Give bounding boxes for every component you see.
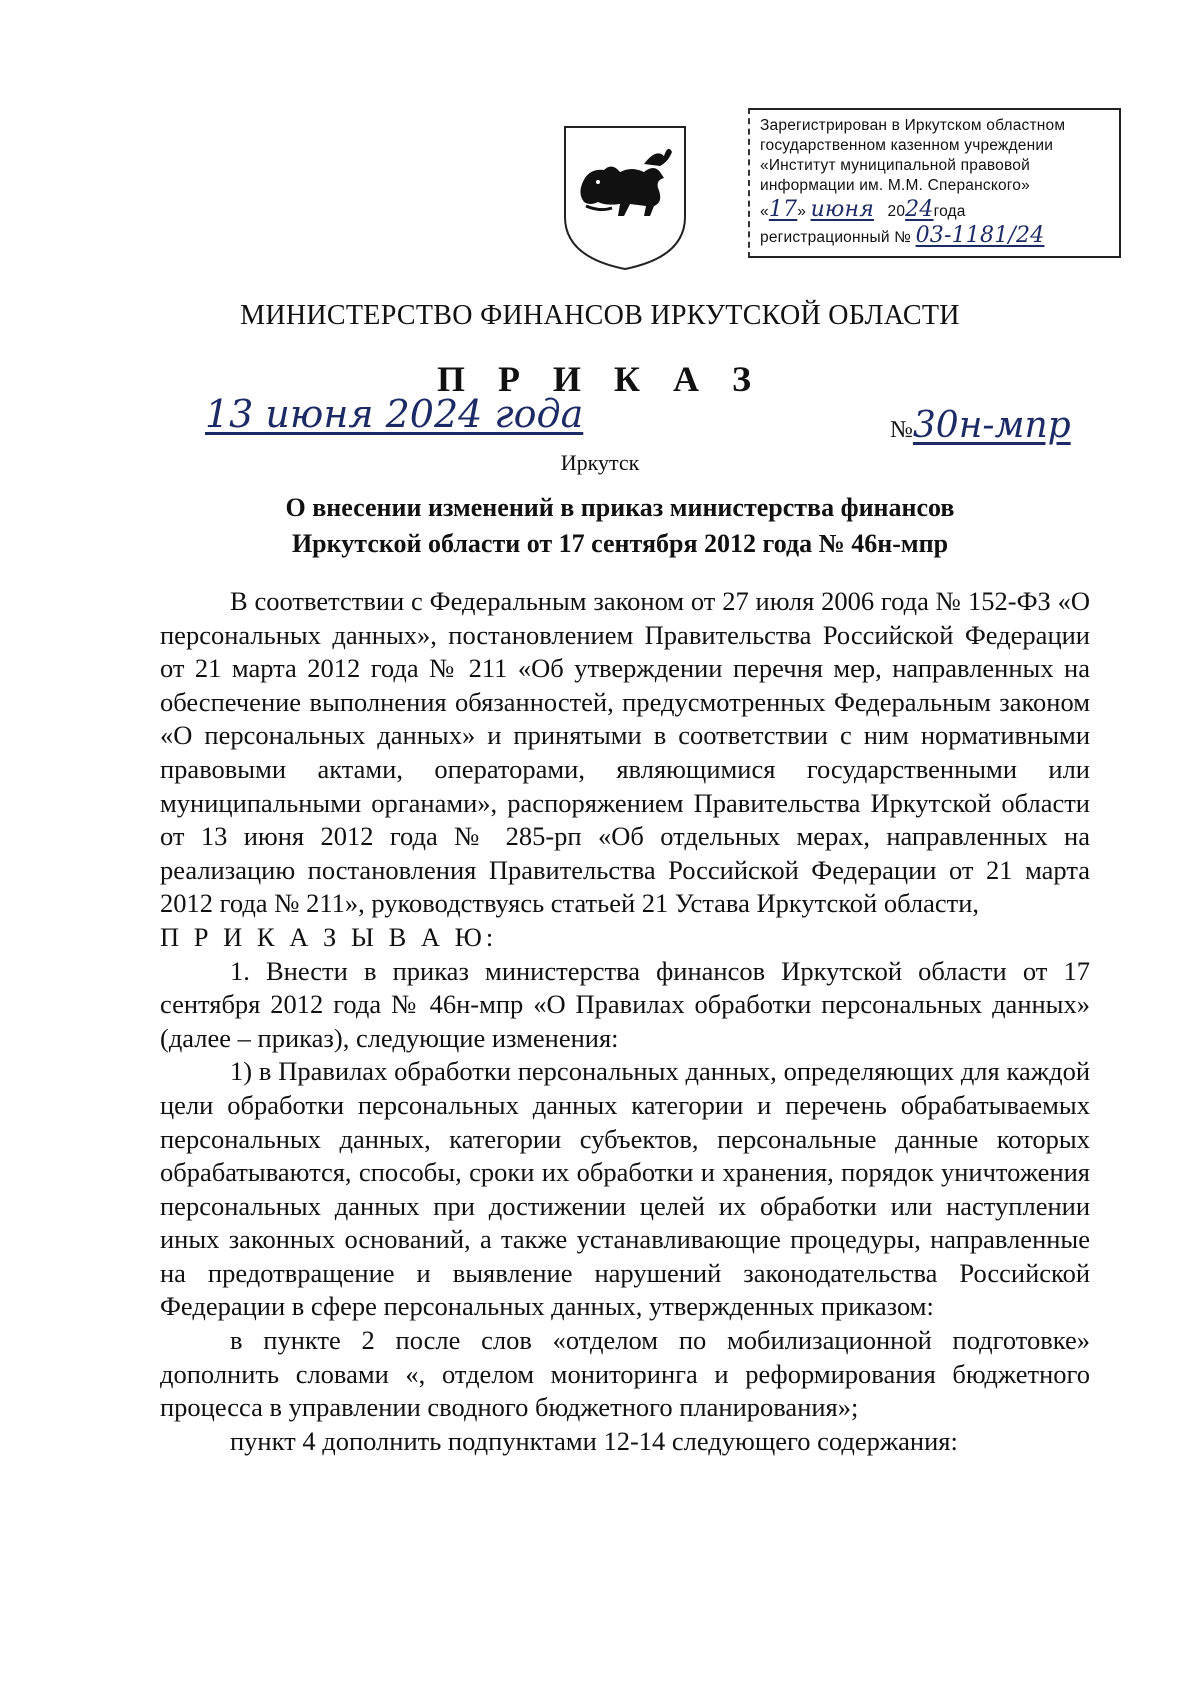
stamp-year-word: года — [933, 203, 966, 220]
stamp-month: июня — [810, 197, 874, 222]
ministry-name: МИНИСТЕРСТВО ФИНАНСОВ ИРКУТСКОЙ ОБЛАСТИ — [240, 300, 960, 331]
stamp-line: информации им. М.М. Сперанского» — [760, 177, 1030, 194]
stamp-line: государственном казенном учреждении — [760, 137, 1054, 154]
stamp-line: Зарегистрирован в Иркутском областном — [760, 117, 1066, 134]
stamp-reg-label: регистрационный № — [760, 229, 912, 246]
stamp-day: 17 — [768, 197, 798, 222]
document-heading — [170, 490, 1070, 562]
order-date — [205, 392, 583, 436]
paragraph-item-1: 1. Внести в приказ министерства финансов Иркутской области от 17 сентября 2012 года № 46н-мпр «О Правилах обработки персональных данных» (далее – приказ), следующие изменения: — [160, 955, 1090, 1053]
stamp-registration — [760, 223, 1113, 248]
paragraph-subitem-1: 1) в Правилах обработки персональных данных, определяющих для каждой цели обработки персональных данных категории и перечень обрабатываемых персональных данных, категории субъектов, персональные данные которых обрабатываются, способы, сроки их обработки и хранения, порядок уничтожения персональных данных при достижении целей их обработки или наступлении иных законных оснований, а также устанавливающие процедуры, направленные на предотвращение и выявление нарушений законодательства Российской Федерации в сфере персональных данных, утвержденных приказом: — [160, 1056, 1090, 1322]
order-word: П Р И К А З Ы В А Ю: — [160, 921, 498, 952]
document-body — [160, 585, 1090, 1458]
order-number — [890, 405, 1071, 446]
order-date-handwritten: 13 июня 2024 года — [205, 392, 584, 436]
registration-stamp — [748, 108, 1121, 258]
heading-line: О внесении изменений в приказ министерства финансов — [285, 493, 955, 522]
stamp-year-suffix: 24 — [905, 197, 934, 222]
stamp-year-prefix: 20 — [887, 203, 906, 220]
stamp-reg-number: 03-1181/24 — [915, 223, 1045, 248]
coat-of-arms-emblem — [560, 122, 690, 272]
heading-line: Иркутской области от 17 сентября 2012 года № 46н-мпр — [291, 529, 949, 558]
paragraph-point-4: пункт 4 дополнить подпунктами 12-14 следующего содержания: — [230, 1425, 958, 1456]
paragraph-point-2: в пункте 2 после слов «отделом по мобилизационной подготовке» дополнить словами «, отделом мониторинга и реформирования бюджетного процесса в управлении сводного бюджетного планирования»; — [160, 1325, 1090, 1423]
stamp-date: «17» июня 2024года — [760, 197, 966, 222]
preamble-paragraph: В соответствии с Федеральным законом от 27 июля 2006 года № 152-ФЗ «О персональных данных», постановлением Правительства Российской Федерации от 21 марта 2012 года № 211 «Об утверждении перечня мер, направленных на обеспечение выполнения обязанностей, предусмотренных Федеральным законом «О персональных данных» и принятыми в соответствии с ним нормативными правовыми актами, операторами, являющимися государственными или муниципальными органами», распоряжением Правительства Иркутской области от 13 июня 2012 года № 285-рп «Об отдельных мерах, направленных на реализацию постановления Правительства Российской Федерации от 21 марта 2012 года № 211», руководствуясь статьей 21 Устава Иркутской области, — [160, 586, 1090, 919]
order-title: П Р И К А З — [436, 359, 764, 399]
order-number-handwritten: 30н-мпр — [912, 405, 1071, 446]
city: Иркутск — [560, 450, 640, 475]
stamp-line: «Институт муниципальной правовой — [760, 157, 1030, 174]
order-number-label: № — [890, 417, 913, 443]
